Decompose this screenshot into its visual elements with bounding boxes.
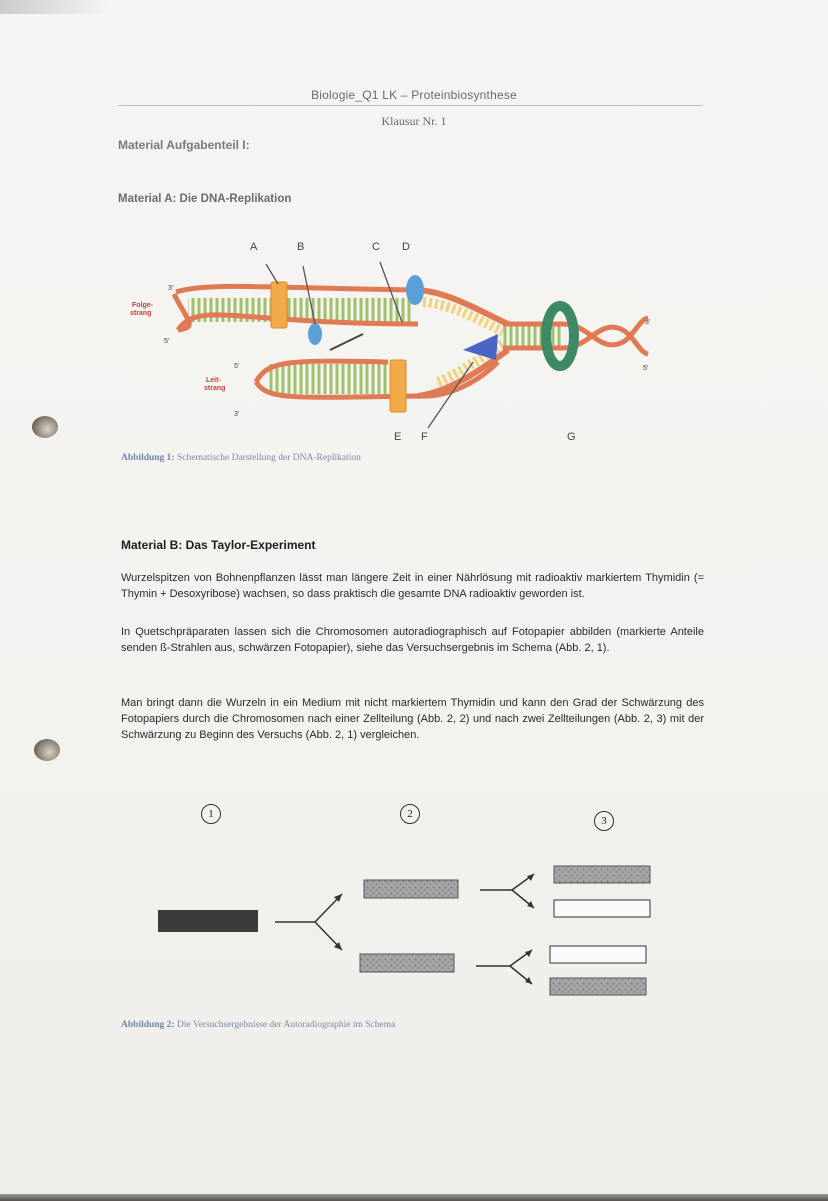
enzyme-a-ligase: [271, 282, 287, 328]
enzyme-b: [308, 323, 322, 345]
label-3prime-right: 3': [645, 319, 651, 326]
label-leitstrang: Leit-strang: [204, 377, 226, 392]
figure-2-caption-label: Abbildung 2:: [121, 1020, 175, 1030]
label-5prime-mid: 5': [234, 363, 240, 370]
parental-rungs: [503, 324, 563, 348]
material-a-title: Material A: Die DNA-Replikation: [118, 193, 292, 205]
figure-2-caption-text: Die Versuchsergebnisse der Autoradiographie im Schema: [174, 1020, 396, 1030]
label-5prime-top: 5': [164, 338, 170, 345]
label-3prime-mid: 3': [234, 411, 240, 418]
figure-2-caption: [121, 1020, 395, 1030]
label-g: G: [567, 431, 576, 443]
fork-upper-arm: [418, 290, 508, 324]
figure-1-caption-label: Abbildung 1:: [121, 453, 175, 463]
pointer-a: [266, 264, 278, 284]
section-title: Material Aufgabenteil I:: [118, 138, 250, 152]
paragraph-1: Wurzelspitzen von Bohnenpflanzen lässt man längere Zeit in einer Nährlösung mit radioaktiv markiertem Thymidin (= Thymin + Desoxyribose) wachsen, so dass praktisch die gesamte DNA radioaktiv geworden ist.: [121, 572, 704, 600]
label-f: F: [421, 431, 428, 443]
chromosome-stage-2-top: [364, 880, 458, 898]
branch-2b-down-arrow: [525, 977, 532, 984]
scan-bottom-edge: [0, 1194, 828, 1201]
chromosome-stage-3-3: [550, 946, 646, 963]
chromosome-stage-3-4: [550, 978, 646, 995]
header-subtitle: Klausur Nr. 1: [381, 114, 447, 128]
pointer-c-rna: [330, 334, 363, 350]
scan-shadow: [0, 0, 110, 14]
branch-2a-down-arrow: [527, 901, 534, 908]
lagging-strand-backbone-top: [176, 286, 418, 292]
paragraph-3: Man bringt dann die Wurzeln in ein Medium mit nicht markiertem Thymidin und kann den Grad der Schwärzung des Fotopapiers durch die Chromosomen nach einer Zellteilung (Abb. 2, 2) und nach zwei Zellteilungen (Abb. 2, 3) mit der Schwärzung zu Beginn des Versuchs (Abb. 2, 1) vergleichen.: [121, 697, 704, 741]
figure-1-caption-text: Schematische Darstellung der DNA-Replikation: [174, 453, 361, 463]
paragraph-2: In Quetschpräparaten lassen sich die Chromosomen autoradiographisch auf Fotopapier abbilden (markierte Anteile senden ß-Strahlen aus, schwärzen Fotopapier), siehe das Versuchsergebnis im Schema (Abb. 2, 1).: [121, 626, 704, 654]
punch-hole-top: [32, 416, 58, 438]
taylor-experiment-figure: [150, 850, 670, 1010]
label-folgestrang: Folge-strang: [130, 302, 153, 317]
label-a: A: [250, 241, 258, 253]
header-divider: [118, 105, 703, 106]
label-b: B: [297, 241, 305, 253]
chromosome-stage-2-bottom: [360, 954, 454, 972]
header-title: Biologie_Q1 LK – Proteinbiosynthese: [311, 88, 517, 102]
chromosome-stage-3-1: [554, 866, 650, 883]
enzyme-e-polymerase: [390, 360, 406, 412]
stage-number-1: 1: [201, 804, 221, 824]
leading-strand-rungs: [268, 364, 388, 394]
dna-replication-figure: [118, 232, 678, 447]
label-5prime-right: 5': [643, 365, 649, 372]
stage-number-3: 3: [594, 811, 614, 831]
material-b-title: Material B: Das Taylor-Experiment: [121, 538, 316, 552]
chromosome-stage-3-2: [554, 900, 650, 917]
label-c: C: [372, 241, 380, 253]
enzyme-d: [406, 275, 424, 305]
label-3prime-top: 3': [168, 285, 174, 292]
chromosome-stage-1: [158, 910, 258, 932]
punch-hole-bottom: [34, 739, 60, 761]
figure-1-caption: [121, 453, 361, 463]
label-e: E: [394, 431, 402, 443]
label-d: D: [402, 241, 410, 253]
stage-number-2: 2: [400, 804, 420, 824]
